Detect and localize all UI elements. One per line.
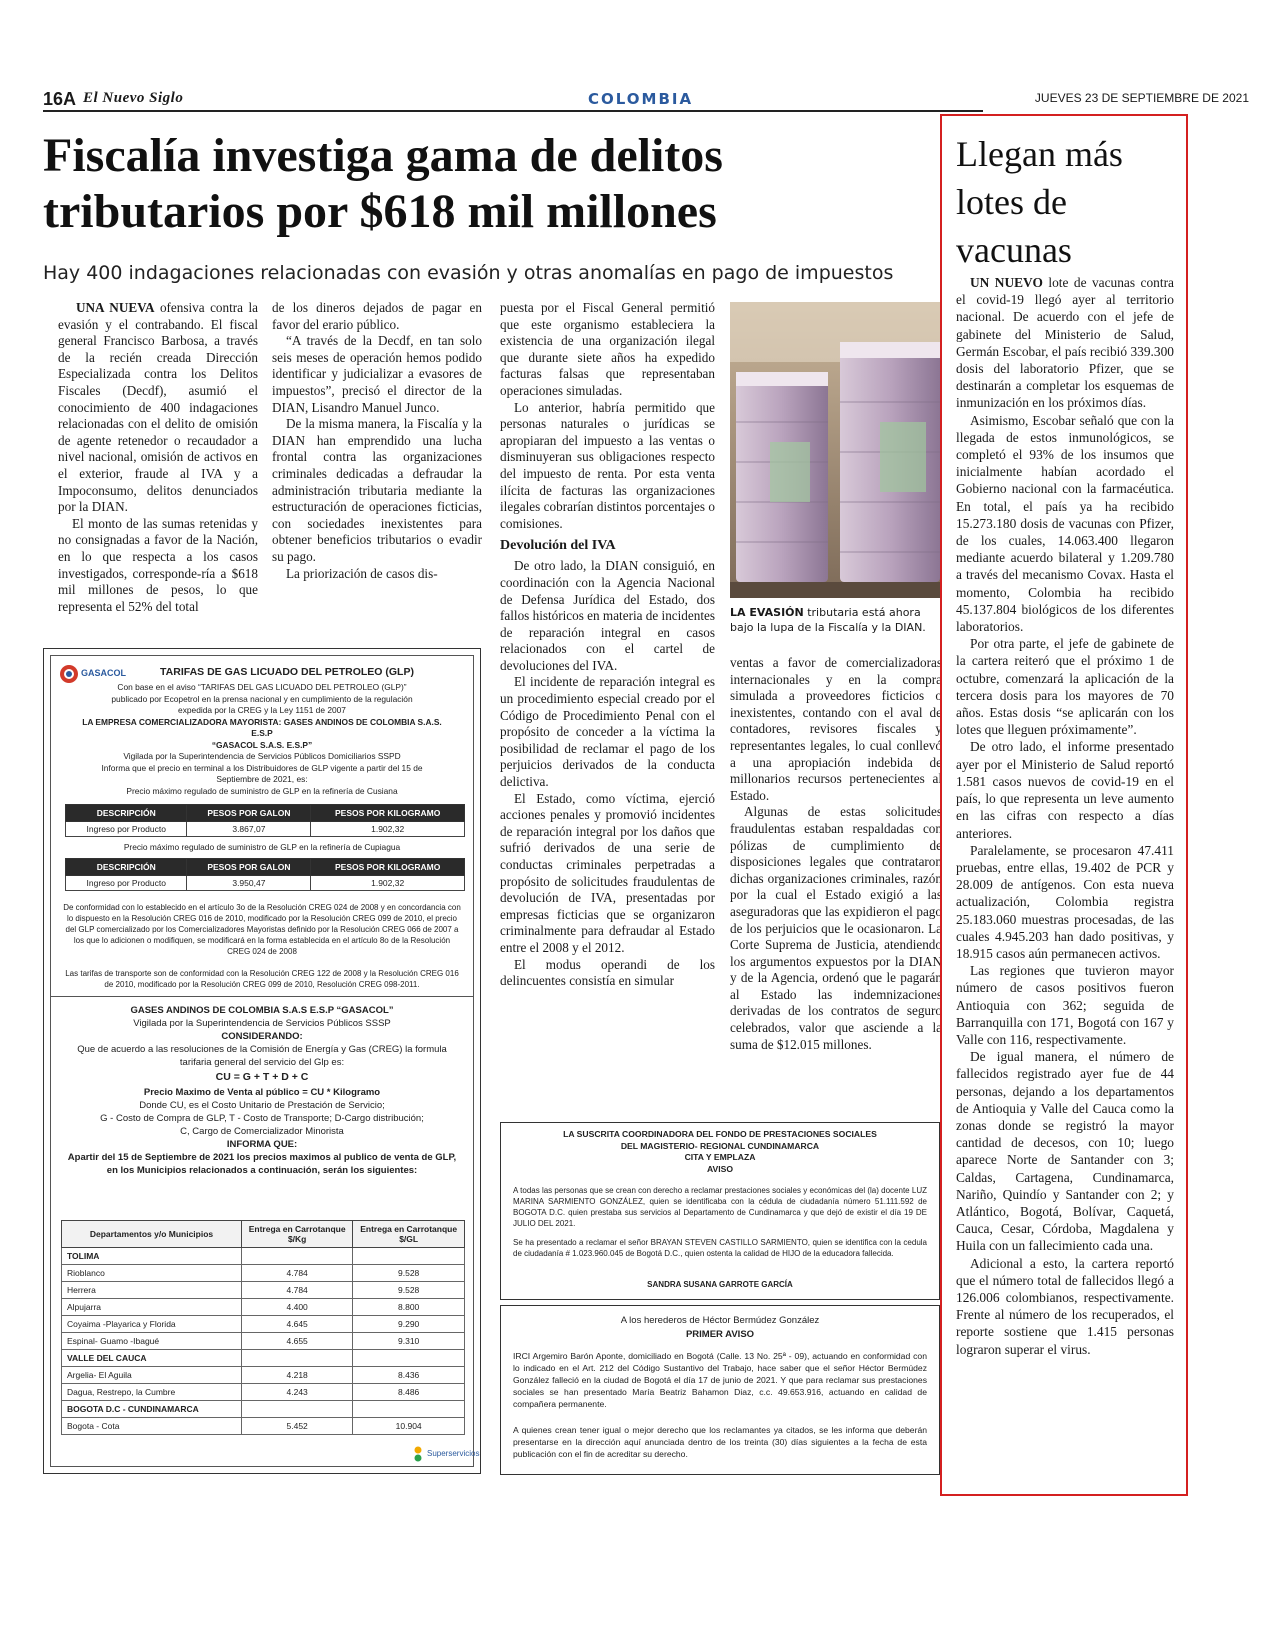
- heading-line: DEL MAGISTERIO- REGIONAL CUNDINAMARCA: [620, 1140, 820, 1151]
- table-row: [62, 1401, 465, 1418]
- table-row: [62, 1384, 465, 1401]
- table-cell: Ingreso por Producto: [66, 822, 187, 837]
- table-cell: 9.310: [353, 1333, 465, 1350]
- article-paragraph: ventas a favor de comercializadoras internacionales y en la compra simulada a proveedores ficticios o inexistentes, contando con el aval de contadores, revisores fiscales y representantes legales, lo cual conllevó a una apropiación indebida de millonarios recursos pertenecientes al Estado.: [730, 655, 942, 803]
- table-cell: 3.950,47: [187, 876, 311, 891]
- headline-line-2: tributarios por $618 mil millones: [43, 185, 717, 238]
- table-cell: 3.867,07: [187, 822, 311, 837]
- table-cell: 10.904: [353, 1418, 465, 1435]
- article-paragraph: “A través de la Decdf, en tan solo seis meses de operación hemos podido identificar y judicializar a evasores de impuestos”, precisó el director de la DIAN, Lisandro Manuel Junco.: [272, 333, 482, 415]
- table-cell: Bogota - Cota: [62, 1418, 242, 1435]
- herederos-ad-heading: [511, 1314, 929, 1342]
- paragraph-text: ofensiva contra la evasión y el contrabando. El fiscal general Francisco Barbosa, a través de la recién creada Dirección Especializada contra los Delitos Fiscales (Decdf), asumió el conocimiento de 400 indagaciones relacionadas con el delito de omisión de agente retenedor o recaudador a nivel nacional, omisión de activos en el exterior, fraude al IVA y a Impoconsumo, delitos denunciados por la DIAN.: [58, 300, 258, 515]
- table-cell: [242, 1350, 353, 1367]
- table-row: [62, 1248, 465, 1265]
- fondo-prestaciones-ad: [500, 1122, 940, 1300]
- section-divider: [51, 996, 473, 997]
- col-header: PESOS POR GALON: [187, 859, 311, 876]
- table-cell: [353, 1401, 465, 1418]
- table-cell: [242, 1401, 353, 1418]
- definition-line: C, Cargo de Comercializador Minorista: [180, 1126, 344, 1137]
- article-paragraph: El Estado, como víctima, ejerció acciones penales y promovió incidentes de reparación integral por los daños que sufrió derivados de una serie de conductas criminales perpetradas a propósito de solicitudes fraudulentas de devolución de IVA, presentadas por empresas ficticias que se organizaron criminalmente para defraudar al Estado entre el 2008 y el 2012.: [500, 790, 715, 955]
- table-cell: 9.528: [353, 1265, 465, 1282]
- informa-que-heading: INFORMA QUE:: [226, 1139, 298, 1150]
- table-cell: [242, 1248, 353, 1265]
- col-header: Entrega en Carrotanque $/Kg: [242, 1221, 353, 1248]
- gas-ad-title: TARIFAS DE GAS LICUADO DEL PETROLEO (GLP): [160, 666, 414, 678]
- sidebar-paragraph: Adicional a esto, la cartera reportó que el número total de fallecidos llegó a 126.006 colombianos, respectivamente. Frente al número de los recuperados, el reporte sostiene que 1.415 personas lograron superar el virus.: [956, 1255, 1174, 1357]
- table-cell: BOGOTA D.C - CUNDINAMARCA: [62, 1401, 242, 1418]
- article-paragraph: El modus operandi de los delincuentes consistía en simular: [500, 956, 715, 989]
- intro-line: Con base en el aviso “TARIFAS DEL GAS LICUADO DEL PETROLEO (GLP)”: [117, 682, 407, 692]
- table-cell: 8.436: [353, 1367, 465, 1384]
- table-cell: Coyaima -Playarica y Florida: [62, 1316, 242, 1333]
- table-cell: Rioblanco: [62, 1265, 242, 1282]
- superservicios-icon: [411, 1446, 425, 1462]
- issue-date: JUEVES 23 DE SEPTIEMBRE DE 2021: [1034, 91, 1249, 105]
- herederos-ad: [500, 1305, 940, 1475]
- flame-logo-icon: [59, 664, 79, 684]
- gasacol-ad: [43, 648, 481, 1474]
- tariff-formula: CU = G + T + D + C: [215, 1071, 309, 1083]
- article-column-3: [500, 300, 715, 990]
- table-cell: [353, 1248, 465, 1265]
- table-cell: 8.486: [353, 1384, 465, 1401]
- col-header: Departamentos y/o Municipios: [62, 1221, 242, 1248]
- logo-text: Superservicios: [427, 1449, 480, 1458]
- heading-line: LA SUSCRITA COORDINADORA DEL FONDO DE PRESTACIONES SOCIALES: [563, 1129, 877, 1139]
- main-subhead: Hay 400 indagaciones relacionadas con evasión y otras anomalías en pago de impuestos: [43, 262, 894, 284]
- price-table-cupiagua: [65, 858, 465, 891]
- col-header: PESOS POR GALON: [187, 805, 311, 822]
- considerando-text: Que de acuerdo a las resoluciones de la Comisión de Energía y Gas (CREG) la formula tarifaria general del servicio del Glp es:: [77, 1044, 447, 1068]
- herederos-ad-paragraph: IRCI Argemiro Barón Aponte, domiciliado en Bogotá (Calle. 13 No. 25ª - 09), actuando en conformidad con lo indicado en el Art. 212 del Código Sustantivo del Trabajo, hace saber que el señor Héctor Bermúdez González falleció en la ciudad de Bogotá el día 17 de junio de 2021. Y que para reclamar sus prestaciones sociales se han presentado María Beatriz Bahamon Diaz, c.c. 49.653.916, actuando en calidad de compañera permanente.: [513, 1351, 927, 1409]
- sidebar-paragraph: Las regiones que tuvieron mayor número de casos positivos fueron Antioquia con 362; seguida de Barranquilla con 171, Bogotá con 167 y Valle con 116, respectivamente.: [956, 963, 1174, 1047]
- company-line: “GASACOL S.A.S. E.S.P”: [211, 739, 313, 750]
- table-row: [62, 1367, 465, 1384]
- heading-line: CITA Y EMPLAZA: [684, 1152, 756, 1162]
- table-cell: 4.645: [242, 1316, 353, 1333]
- table-row: [62, 1299, 465, 1316]
- article-subheading: Devolución del IVA: [500, 538, 616, 554]
- herederos-ad-paragraph: A quienes crean tener igual o mejor derecho que los reclamantes ya citados, se les informa que deberán presentarse en la dirección aquí anunciada dentro de los treinta (30) días siguientes a la fecha de esta publicación con el fin de acreditar su derecho.: [513, 1425, 927, 1459]
- table-cell: [353, 1350, 465, 1367]
- article-paragraph: El monto de las sumas retenidas y no consignadas a favor de la Nación, en lo que respecta a los casos investigados, corresponde-ría a $618 mil millones de pesos, lo que representa el 52% del total: [58, 515, 258, 614]
- caption-text: tributaria está ahora bajo la lupa de la Fiscalía y la DIAN.: [730, 606, 926, 634]
- header-rule: [43, 110, 983, 112]
- money-photo: [730, 302, 942, 598]
- table-cell: 5.452: [242, 1418, 353, 1435]
- table-row: [62, 1350, 465, 1367]
- headline-line-1: Fiscalía investiga gama de delitos: [43, 129, 723, 182]
- paragraph-text: lote de vacunas contra el covid-19 llegó ayer al territorio nacional. De acuerdo con el jefe de gabinete del Ministerio de Salud, Germán Escobar, el país recibió 339.300 dosis del laboratorio Pfizer, que se destinarán a completar los esquemas de inmunización en los próximos días.: [956, 275, 1174, 411]
- article-paragraph: La priorización de casos dis-: [286, 565, 438, 581]
- col-header: Entrega en Carrotanque $/GL: [353, 1221, 465, 1248]
- article-paragraph: El incidente de reparación integral es un procedimiento especial creado por el Código de Procedimiento Penal con el propósito de conceder a la víctima la posibilidad de reclamar el pago de los perjuicios derivados de la conducta delictiva.: [500, 674, 715, 790]
- col-header: DESCRIPCIÓN: [66, 859, 187, 876]
- article-paragraph: [58, 300, 258, 516]
- page-number: 16A: [43, 89, 77, 109]
- article-paragraph: De la misma manera, la Fiscalía y la DIAN han emprendido una lucha frontal contra las organizaciones criminales dedicadas a defraudar la administración tributaria mediante la estructuración de operaciones ficticias, con sociedades inexistentes para obtener beneficios tributarios o evadir su pago.: [272, 416, 482, 564]
- table-cell: 4.784: [242, 1282, 353, 1299]
- price-table-cusiana: [65, 804, 465, 837]
- table-cell: Espinal- Guamo -Ibagué: [62, 1333, 242, 1350]
- article-column-2: [272, 300, 482, 582]
- refinery-line: Precio máximo regulado de suministro de GLP en la refinería de Cusiana: [126, 785, 398, 796]
- table-cell: TOLIMA: [62, 1248, 242, 1265]
- sidebar-paragraph: Asimismo, Escobar señaló que con la llegada de estos inmunológicos, se completó el 93% de los insumos que inicialmente habían acordado el Gobierno nacional con la farmacéutica. En total, el país ya ha recibido 15.273.180 dosis de vacunas con Pfizer, de los cuales, 14.063.400 llegaron mediante acuerdo bilateral y 1.209.780 a través del mecanismo Covax. Hasta el momento, Colombia ha recibido 45.137.804 biológicos de los diferentes laboratorios.: [956, 412, 1174, 635]
- definition-line: Donde CU, es el Costo Unitario de Prestación de Servicio;: [139, 1100, 385, 1111]
- sidebar-body: [956, 274, 1174, 1358]
- photo-caption: [730, 605, 942, 635]
- vigilada-line: Vigilada por la Superintendencia de Servicios Públicos Domiciliarios SSPD: [123, 751, 401, 761]
- table-row: [62, 1316, 465, 1333]
- heading-line: AVISO: [706, 1163, 734, 1174]
- section-name: COLOMBIA: [588, 90, 694, 108]
- table-cell: Argelia- El Aguila: [62, 1367, 242, 1384]
- table-row: [62, 1282, 465, 1299]
- vaccine-sidebar: [940, 114, 1188, 1496]
- fondo-ad-heading: [511, 1129, 929, 1175]
- table-cell: 4.400: [242, 1299, 353, 1316]
- sidebar-paragraph: Por otra parte, el jefe de gabinete de la cartera reiteró que el próximo 1 de octubre, comenzará la aplicación de la tercera dosis para los mayores de 70 años. Estas dosis “se aplicarán con los lotes que lleguen próximamente”.: [956, 636, 1174, 738]
- legal-note: Las tarifas de transporte son de conformidad con la Resolución CREG 122 de 2008 y la Resolución CREG 016 de 2010, modificado por la Resolución CREG 099 de 2010, Resolución CREG 098-2011.: [65, 969, 459, 989]
- table-cell: Herrera: [62, 1282, 242, 1299]
- sidebar-paragraph: De otro lado, el informe presentado ayer por el Ministerio de Salud reportó 1.581 casos nuevos de covid-19 en el país, lo que representa un leve aumento en las cifras con respecto a días anteriores.: [956, 739, 1174, 841]
- col-header: PESOS POR KILOGRAMO: [311, 859, 465, 876]
- fondo-ad-paragraph: Se ha presentado a reclamar el señor BRAYAN STEVEN CASTILLO SARMIENTO, quien se identifica con la cedula de ciudadanía # 1.023.960.045 de Bogotá D.C., quien ostenta la calidad de HIJO de la educadora fallecida.: [513, 1238, 927, 1258]
- article-paragraph: De otro lado, la DIAN consiguió, en coordinación con la Agencia Nacional de Defensa Jurídica del Estado, dos fallos históricos en materia de incidentes de reparación integral en casos relacionados con el cartel de devoluciones del IVA.: [500, 558, 715, 673]
- gas-ad-section-2: [61, 1004, 463, 1177]
- article-paragraph: puesta por el Fiscal General permitió que este organismo estableciera la existencia de una organización ilegal que durante siete años ha expedido facturas falsas que representaban operaciones simuladas.: [500, 300, 715, 398]
- table-cell: 4.243: [242, 1384, 353, 1401]
- table-cell: 1.902,32: [311, 822, 465, 837]
- definition-line: G - Costo de Compra de GLP, T - Costo de Transporte; D-Cargo distribución;: [100, 1113, 424, 1124]
- table-cell: 4.218: [242, 1367, 353, 1384]
- table-cell: Ingreso por Producto: [66, 876, 187, 891]
- table-cell: 9.528: [353, 1282, 465, 1299]
- heading-line: A los herederos de Héctor Bermúdez González: [620, 1315, 820, 1326]
- section-title: GASES ANDINOS DE COLOMBIA S.A.S E.S.P “GASACOL”: [130, 1005, 394, 1016]
- table-cell: Dagua, Restrepo, la Cumbre: [62, 1384, 242, 1401]
- fondo-ad-signature: SANDRA SUSANA GARROTE GARCÍA: [647, 1280, 793, 1289]
- table-row: [62, 1333, 465, 1350]
- refinery-line: Precio máximo regulado de suministro de GLP en la refinería de Cupiagua: [123, 842, 401, 852]
- table-cell: 4.655: [242, 1333, 353, 1350]
- municipal-price-table: [61, 1220, 465, 1435]
- max-price-formula: Precio Maximo de Venta al público = CU * Kilogramo: [143, 1087, 381, 1098]
- table-cell: 1.902,32: [311, 876, 465, 891]
- caption-lead: LA EVASIÓN: [730, 606, 804, 619]
- article-paragraph: Lo anterior, habría permitido que personas naturales o jurídicas se apropiaran del impuesto a las ventas o disminuyeran sus obligaciones respecto del impuesto de renta. Por esta venta ilícita de facturas las organizaciones ilegales cobrarían distintos porcentajes o comisiones.: [500, 399, 715, 531]
- article-column-1: [58, 300, 258, 615]
- informa-line: Informa que el precio en terminal a los Distribuidores de GLP vigente a partir del 15 de Septiembre de 2021, es:: [101, 762, 423, 784]
- money-stacks-image: [730, 302, 942, 598]
- apartir-text: Apartir del 15 de Septiembre de 2021 los precios maximos al publico de venta de GLP, en los Municipios relacionados a continuación, serán los siguientes:: [67, 1152, 457, 1176]
- table-cell: Alpujarra: [62, 1299, 242, 1316]
- superservicios-logo: [411, 1446, 480, 1468]
- vigilada-line: Vigilada por la Superintendencia de Servicios Públicos SSSP: [133, 1018, 391, 1029]
- table-row: [62, 1418, 465, 1435]
- table-cell: 8.800: [353, 1299, 465, 1316]
- main-headline: [43, 128, 943, 240]
- considerando-heading: CONSIDERANDO:: [221, 1031, 303, 1042]
- legal-note: De conformidad con lo establecido en el artículo 3o de la Resolución CREG 024 de 2008 y en concordancia con lo dispuesto en la Resolución CREG 016 de 2010, modificado por la Resolución CREG 099 de 2010, el precio del GLP comercializado por los Comercializadores Mayoristas definido por la Resolución CREG 066 de 2007 a los que lo adicionen o modifiquen, se modificará en la forma establecida en el artículo 8o de la Resolución CREG 024 de 2008: [63, 903, 461, 956]
- article-paragraph: Algunas de estas solicitudes fraudulentas estaban respaldadas con pólizas de cumplimiento de disposiciones legales que contrataron dichas organizaciones criminales, razón por la cual el Estado exigió a las aseguradoras que las expidieron el pago de los perjuicios que le ocasionaron. La Corte Suprema de Justicia, atendiendo los argumentos expuestos por la DIAN y de la Agencia, ordenó que le pagarán al Estado las indemnizaciones derivadas de los contratos de seguro celebrados, valor que asciende a la suma de $12.015 millones.: [730, 804, 942, 1052]
- lead-caps: UNA NUEVA: [76, 300, 155, 315]
- sidebar-title: Llegan más lotes de vacunas: [956, 134, 1123, 270]
- gas-ad-intro: [81, 682, 443, 797]
- newspaper-name: El Nuevo Siglo: [83, 90, 184, 106]
- article-paragraph: de los dineros dejados de pagar en favor del erario público.: [272, 300, 482, 332]
- lead-caps: UN NUEVO: [970, 275, 1043, 290]
- article-column-4: [730, 655, 942, 1053]
- fondo-ad-paragraph: A todas las personas que se crean con derecho a reclamar prestaciones sociales y económicas del (la) docente LUZ MARINA SARMIENTO GONZÁLEZ, quien se identificaba con la cédula de ciudadanía número 51.111.592 de BOGOTA D.C. quien prestaba sus servicios al Departamento de Cundinamarca y que dejó de existir el día 19 DE JULIO DEL 2021.: [513, 1186, 927, 1228]
- table-cell: 4.784: [242, 1265, 353, 1282]
- company-line: LA EMPRESA COMERCIALIZADORA MAYORISTA: GASES ANDINOS DE COLOMBIA S.A.S. E.S.P: [82, 716, 442, 738]
- table-row: [62, 1265, 465, 1282]
- col-header: DESCRIPCIÓN: [66, 805, 187, 822]
- intro-line: publicado por Ecopetrol en la prensa nacional y en cumplimiento de la regulación: [111, 693, 413, 704]
- intro-line: expedida por la CREG y la Ley 1151 de 2007: [178, 705, 346, 715]
- table-cell: VALLE DEL CAUCA: [62, 1350, 242, 1367]
- sidebar-paragraph: De igual manera, el número de fallecidos registrado ayer fue de 44 personas, dejando a los departamentos de Antioquia y Valle del Cauca como la zonas donde se registró la mayor cantidad de decesos, con 10; luego aparece Norte de Santander con 3; Caldas, Cartagena, Cundinamarca, Nariño, Quindío y Santander con 2; y Atlántico, Bogotá, Bolívar, Caquetá, Cauca, Cesar, Córdoba, Magdalena y Huila con un fallecimiento cada una.: [956, 1049, 1174, 1254]
- table-cell: 9.290: [353, 1316, 465, 1333]
- sidebar-paragraph: Paralelamente, se procesaron 47.411 pruebas, entre ellas, 19.402 de PCR y 28.009 de antígenos. Con esta nueva actualización, Colombia registra 25.183.060 muestras procesadas, de las cuales 4.945.203 han dado positivas, y 18.915 casos aún permanecen activos.: [956, 842, 1174, 961]
- col-header: PESOS POR KILOGRAMO: [311, 805, 465, 822]
- sidebar-paragraph: [956, 274, 1174, 412]
- gasacol-ad-frame: [50, 655, 480, 1467]
- logo-text: GASACOL: [81, 668, 126, 678]
- heading-line: PRIMER AVISO: [685, 1329, 755, 1340]
